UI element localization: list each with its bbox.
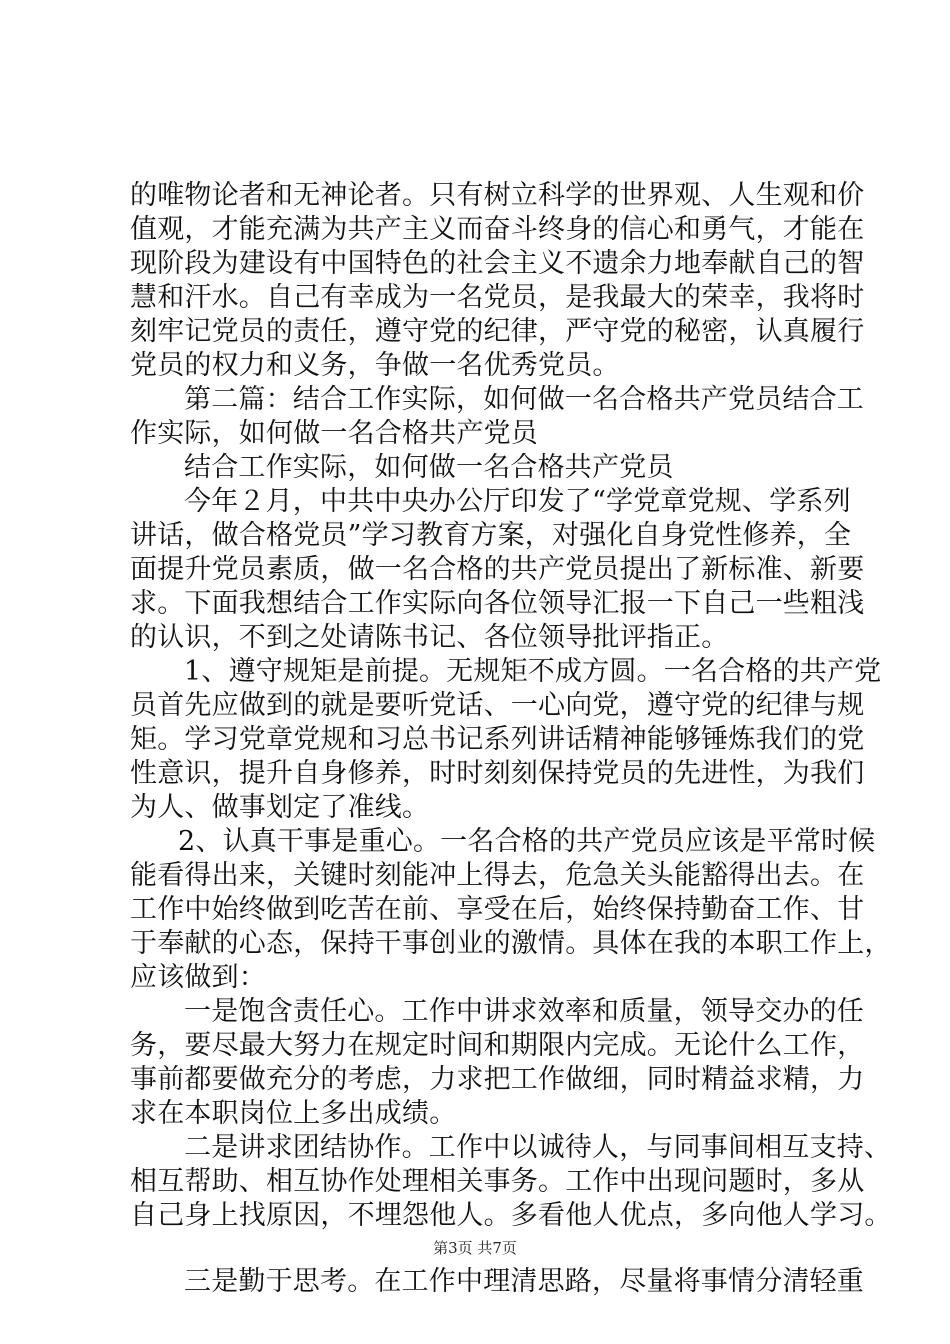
text-line: 求在本职岗位上多出成绩。: [130, 1098, 457, 1129]
text-line: 讲话，做合格党员”学习教育方案，对强化自身党性修养，全: [130, 520, 852, 551]
text-line: 应该做到：: [130, 962, 266, 993]
text-line: 员首先应做到的就是要听党话、一心向党，遵守党的纪律与规: [130, 690, 865, 721]
text-line: 的唯物论者和无神论者。只有树立科学的世界观、人生观和价: [130, 180, 865, 211]
text-line: 1、遵守规矩是前提。无规矩不成方圆。一名合格的共产党: [184, 656, 882, 687]
text-line: 一是饱含责任心。工作中讲求效率和质量，领导交办的任: [184, 996, 864, 1027]
text-line: 于奉献的心态，保持干事创业的激情。具体在我的本职工作上，: [130, 928, 892, 959]
text-line: 面提升党员素质，做一名合格的共产党员提出了新标准、新要: [130, 554, 865, 585]
text-line: 现阶段为建设有中国特色的社会主义不遗余力地奉献自己的智: [130, 248, 865, 279]
text-line: 务，要尽最大努力在规定时间和期限内完成。无论什么工作，: [130, 1030, 865, 1061]
text-line: 相互帮助、相互协作处理相关事务。工作中出现问题时，多从: [130, 1166, 865, 1197]
text-line: 今年２月，中共中央办公厅印发了“学党章党规、学系列: [184, 486, 851, 517]
text-line: 三是勤于思考。在工作中理清思路，尽量将事情分清轻重: [184, 1266, 864, 1297]
text-line: 事前都要做充分的考虑，力求把工作做细，同时精益求精，力: [130, 1064, 865, 1095]
text-line: 二是讲求团结协作。工作中以诚待人，与同事间相互支持、: [184, 1132, 892, 1163]
text-line: 自己身上找原因，不埋怨他人。多看他人优点，多向他人学习。: [130, 1200, 892, 1231]
text-line: 的认识，不到之处请陈书记、各位领导批评指正。: [130, 622, 729, 653]
text-line: 2、认真干事是重心。一名合格的共产党员应该是平常时候: [178, 826, 876, 857]
text-line: 值观，才能充满为共产主义而奋斗终身的信心和勇气，才能在: [130, 214, 865, 245]
article-title: 结合工作实际，如何做一名合格共产党员: [184, 452, 674, 483]
page-footer: 第3页 共7页: [433, 1239, 517, 1257]
text-line: 矩。学习党章党规和习总书记系列讲话精神能够锤炼我们的党: [130, 724, 865, 755]
text-line: 求。下面我想结合工作实际向各位领导汇报一下自己一些粗浅: [130, 588, 865, 619]
text-line: 能看得出来，关键时刻能冲上得去，危急关头能豁得出去。在: [130, 860, 865, 891]
text-line: 慧和汗水。自己有幸成为一名党员，是我最大的荣幸，我将时: [130, 282, 865, 313]
section-heading: 第二篇：结合工作实际，如何做一名合格共产党员结合工: [184, 384, 864, 415]
text-line: 工作中始终做到吃苦在前、享受在后，始终保持勤奋工作、甘: [130, 894, 865, 925]
text-line: 党员的权力和义务，争做一名优秀党员。: [130, 350, 620, 381]
text-line: 刻牢记党员的责任，遵守党的纪律，严守党的秘密，认真履行: [130, 316, 865, 347]
text-line: 为人、做事划定了准线。: [130, 792, 430, 823]
text-line: 性意识，提升自身修养，时时刻刻保持党员的先进性，为我们: [130, 758, 865, 789]
section-heading: 作实际，如何做一名合格共产党员: [130, 418, 538, 449]
